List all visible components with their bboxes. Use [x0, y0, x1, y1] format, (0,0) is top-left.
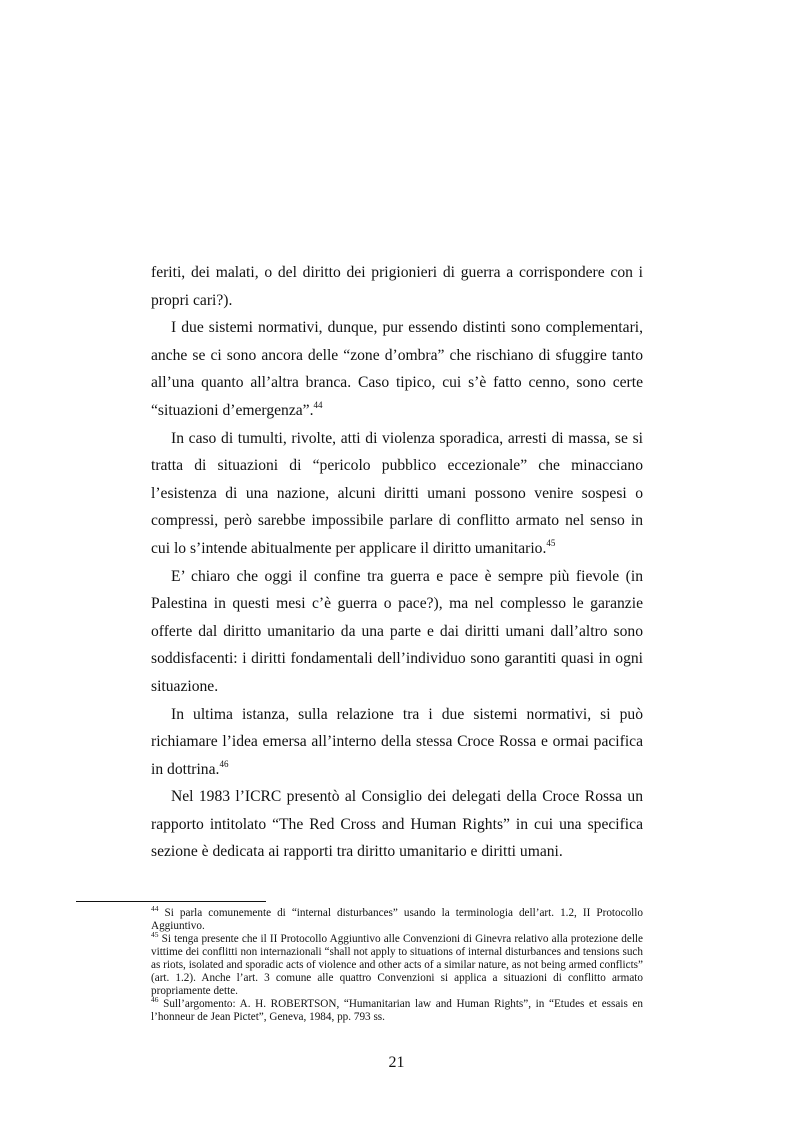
footnote: $^{45}$ Si tenga presente che il II Protocollo Aggiuntivo alle Convenzioni di Ginevra relativo alla protezione delle vittime dei conflitti non internazionali “shall not apply to situations of internal disturbances and tensions such as riots, isolated and sporadic acts of violence and other acts of a similar nature, as not being armed conflicts” (art. 1.2). Anche l’art. 3 comune alle quattro Convenzioni si applica a situazioni di conflitto armato propriamente dette.	[151, 930, 643, 997]
footnote-ref[interactable]: 44	[313, 399, 323, 410]
footnote-ref[interactable]: 46	[219, 758, 229, 769]
paragraph: In ultima istanza, sulla relazione tra i due sistemi normativi, si può richiamare l’idea emersa all’interno della stessa Croce Rossa e ormai pacifica in dottrina.$^{46}$	[151, 705, 643, 778]
footnote-number: 45	[151, 930, 159, 939]
footnote: $^{44}$ Si parla comunemente di “internal disturbances” usando la terminologia dell’art. 1.2, II Protocollo Aggiuntivo.	[151, 904, 643, 932]
body-text	[151, 259, 643, 866]
footnote-number: 46	[151, 995, 159, 1004]
page-number: 21	[388, 1054, 405, 1071]
footnote-number: 44	[151, 904, 159, 913]
footnote: $^{46}$ Sull’argomento: A. H. ROBERTSON, “Humanitarian law and Human Rights”, in “Etudes et essais en l’honneur de Jean Pictet”, Geneva, 1984, pp. 793 ss.	[151, 995, 643, 1023]
footnote-separator	[76, 901, 266, 902]
footnote-ref[interactable]: 45	[546, 537, 556, 548]
paragraph: E’ chiaro che oggi il confine tra guerra e pace è sempre più fievole (in Palestina in questi mesi c’è guerra o pace?), ma nel complesso le garanzie offerte dal diritto umanitario da una parte e dai diritti umani dall’altro sono soddisfacenti: i diritti fondamentali dell’individuo sono garantiti quasi in ogni situazione.	[151, 567, 643, 695]
paragraph: Nel 1983 l’ICRC presentò al Consiglio dei delegati della Croce Rossa un rapporto intitolato “The Red Cross and Human Rights” in cui una specifica sezione è dedicata ai rapporti tra diritto umanitario e diritti umani.	[151, 788, 643, 861]
footnotes	[151, 904, 643, 1024]
paragraph: I due sistemi normativi, dunque, pur essendo distinti sono complementari, anche se ci sono ancora delle “zone d’ombra” che rischiano di sfuggire tanto all’una quanto all’altra branca. Caso tipico, cui s’è fatto cenno, sono certe “situazioni d’emergenza”.$^{44}$	[151, 319, 643, 419]
paragraph: feriti, dei malati, o del diritto dei prigionieri di guerra a corrispondere con i propri cari?).	[151, 264, 643, 309]
paragraph: In caso di tumulti, rivolte, atti di violenza sporadica, arresti di massa, se si tratta di situazioni di “pericolo pubblico eccezionale” che minacciano l’esistenza di una nazione, alcuni diritti umani possono venire sospesi o compressi, però sarebbe impossibile parlare di conflitto armato nel senso in cui lo s’intende abitualmente per applicare il diritto umanitario.$^{45}$	[151, 429, 643, 557]
